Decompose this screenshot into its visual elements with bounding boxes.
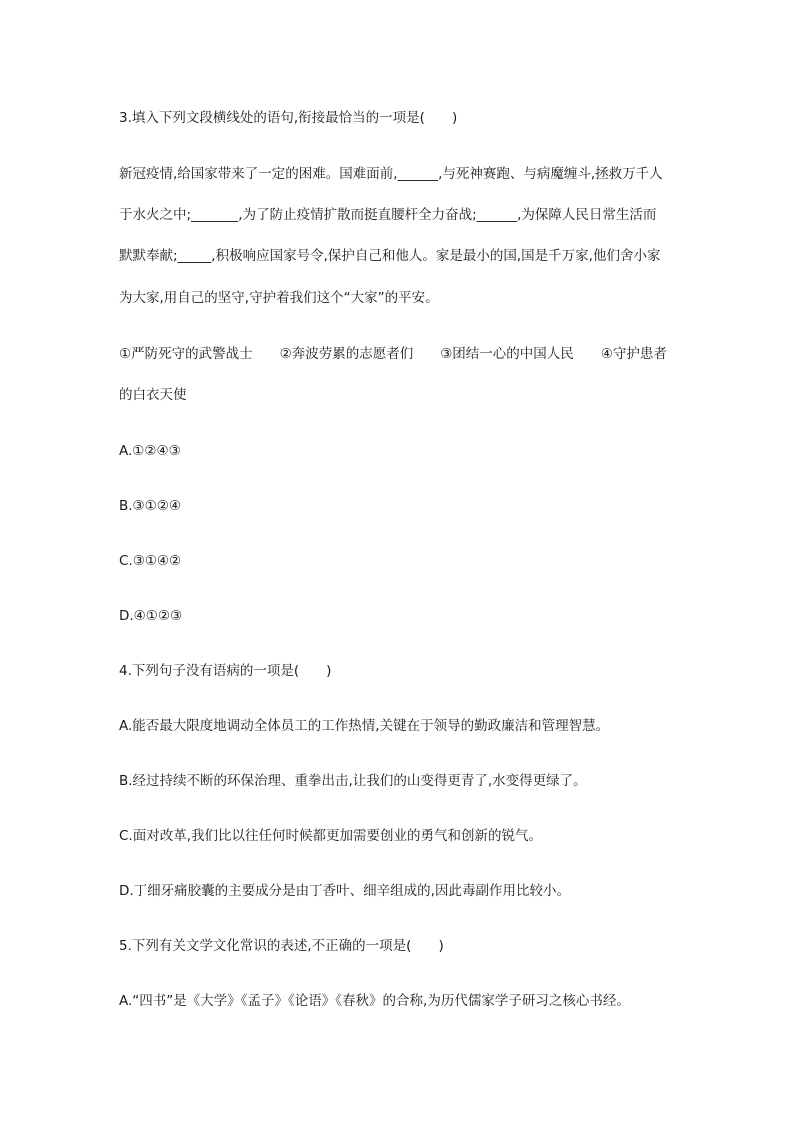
question-4-option-b: B.经过持续不断的环保治理、重拳出击,让我们的山变得更青了,水变得更绿了。 <box>119 773 587 789</box>
question-5-option-a: A.“四书”是《大学》《孟子》《论语》《春秋》的合称,为历代儒家学子研习之核心书经。 <box>119 993 630 1009</box>
question-5-stem: 5.下列有关文学文化常识的表述,不正确的一项是( ) <box>119 938 444 954</box>
question-3-option-d: D.④①②③ <box>119 608 183 624</box>
question-4-option-d: D.丁细牙痛胶囊的主要成分是由丁香叶、细辛组成的,因此毒副作用比较小。 <box>119 883 570 899</box>
question-3-option-b: B.③①②④ <box>119 498 181 514</box>
question-3-option-c: C.③①④② <box>119 553 182 569</box>
question-3-option-a: A.①②④③ <box>119 443 181 459</box>
question-4-option-a: A.能否最大限度地调动全体员工的工作热情,关键在于领导的勤政廉洁和管理智慧。 <box>119 718 610 734</box>
question-3-passage-line-3: 默默奉献;_____,积极响应国家号令,保护自己和他人。家是最小的国,国是千万家,他们舍小家 <box>119 248 661 264</box>
question-3-items-line-2: 的白衣天使 <box>119 387 187 403</box>
question-3-items-line-1: ①严防死守的武警战士 ②奔波劳累的志愿者们 ③团结一心的中国人民 ④守护患者 <box>119 346 667 362</box>
question-3-stem: 3.填入下列文段横线处的语句,衔接最恰当的一项是( ) <box>119 110 458 126</box>
question-3-passage-line-4: 为大家,用自己的坚守,守护着我们这个“大家”的平安。 <box>119 290 439 306</box>
question-3-passage-line-1: 新冠疫情,给国家带来了一定的困难。国难面前,______,与死神赛跑、与病魔缠斗,拯救万千人 <box>119 166 663 182</box>
question-3-passage-line-2: 于水火之中;_______,为了防止疫情扩散而挺直腰杆全力奋战;______,为保障人民日常生活而 <box>119 207 657 223</box>
question-4-option-c: C.面对改革,我们比以往任何时候都更加需要创业的勇气和创新的锐气。 <box>119 828 543 844</box>
question-4-stem: 4.下列句子没有语病的一项是( ) <box>119 663 332 679</box>
